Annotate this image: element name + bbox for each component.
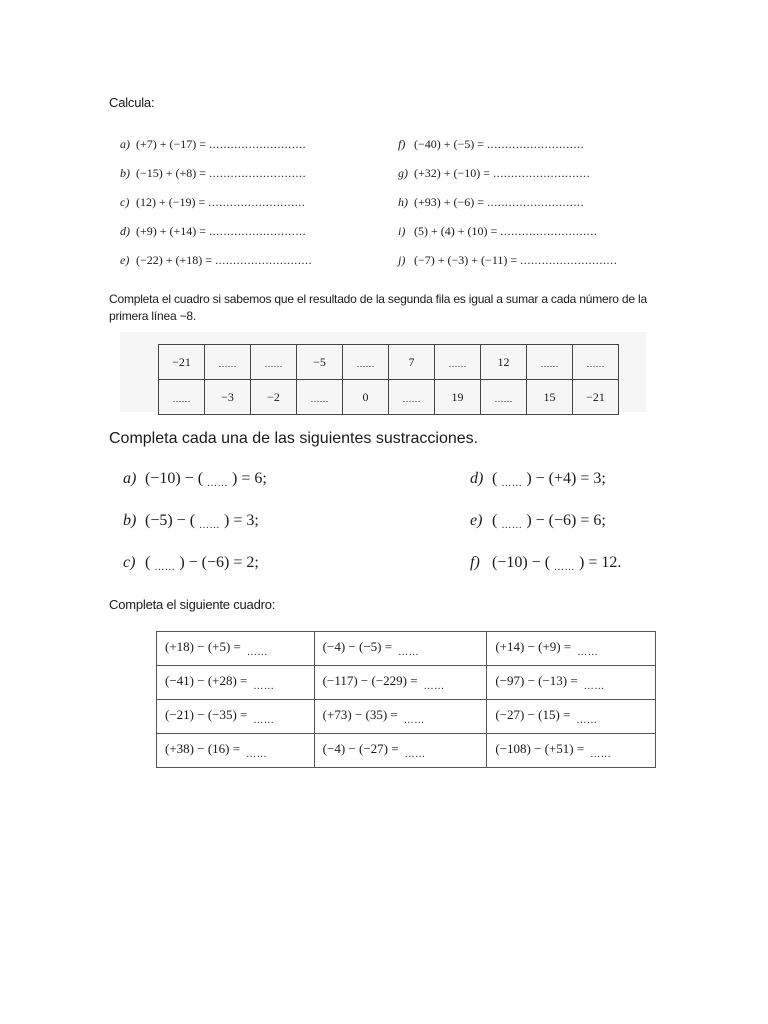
item-expression: (−40) + (−5) = [414,137,488,151]
table-cell: 0 [343,380,389,415]
item-label: d) [470,470,484,487]
answer-blank: …… [576,715,598,726]
item-expression: (+32) + (−10) = [414,166,494,180]
item-label: f) [470,554,480,571]
exercise1-item [120,166,312,195]
answer-dots: ........................... [520,253,618,267]
answer-blank: …… [423,681,445,692]
table-cell: −3 [205,380,251,415]
cell-expression: (−41) − (+28) = [165,673,248,688]
expression-post: ) = 12. [575,554,622,571]
cell-expression: (−97) − (−13) = [495,673,578,688]
table-cell: …… [481,380,527,415]
table-row [157,700,656,734]
answer-dots: ........................... [208,195,306,209]
table-cell [487,666,656,700]
table-cell: …… [435,345,481,380]
table-cell [487,734,656,768]
answer-blank: …… [246,749,268,760]
item-expression: (+7) + (−17) = [136,137,210,151]
cell-expression: (+73) − (35) = [322,707,398,722]
answer-dots: ........................... [215,253,313,267]
table-row [159,345,619,380]
cell-expression: (−27) − (15) = [495,707,571,722]
section2-instruction [109,292,647,323]
item-label: e) [120,253,130,267]
answer-blank: …… [398,647,420,658]
table-cell: …… [343,345,389,380]
table-cell: 15 [527,380,573,415]
expression-pre: (−10) − ( [145,470,208,487]
item-expression: (−7) + (−3) + (−11) = [414,253,521,267]
exercise1-item [120,224,312,253]
answer-dots: ........................... [209,137,307,151]
exercise3-item [470,554,621,596]
exercise1-item [398,195,617,224]
exercise3-item [123,470,267,512]
table-cell: −21 [159,345,205,380]
table-cell: −21 [573,380,619,415]
cell-expression: (+18) − (+5) = [165,639,241,654]
table-cell: …… [527,345,573,380]
instruction-line-2: primera línea −8. [109,309,196,323]
expression-post: ) = 3; [220,512,259,529]
table-cell: …… [205,345,251,380]
answer-dots: ........................... [493,166,591,180]
item-label: c) [123,554,136,571]
table-row [157,632,656,666]
item-expression: (+93) + (−6) = [414,195,488,209]
table-cell: 19 [435,380,481,415]
answer-blank: …… [583,681,605,692]
table-row [157,734,656,768]
table-subtractions [156,631,656,768]
table-cell: 7 [389,345,435,380]
answer-blank: …… [590,749,612,760]
item-label: c) [120,195,130,209]
instruction-line-1: Completa el cuadro si sabemos que el resultado de la segunda fila es igual a sumar a cada número de la [109,292,647,306]
table-cell [157,632,315,666]
table-cell [157,666,315,700]
item-label: b) [123,512,137,529]
cell-expression: (+38) − (16) = [165,741,241,756]
item-label: d) [120,224,130,238]
answer-blank: …… [404,749,426,760]
table-cell: −2 [251,380,297,415]
answer-blank: …… [199,520,221,531]
answer-dots: ........................... [209,166,307,180]
exercise1-item [398,137,617,166]
answer-dots: ........................... [209,224,307,238]
cell-expression: (−21) − (−35) = [165,707,248,722]
exercise1-item [120,137,312,166]
table-cell: …… [251,345,297,380]
item-label: b) [120,166,130,180]
exercise3-item [470,470,621,512]
table-cell [314,632,487,666]
table-cell [157,700,315,734]
cell-expression: (+14) − (+9) = [495,639,572,654]
answer-dots: ........................... [487,137,585,151]
table-cell: …… [159,380,205,415]
answer-blank: …… [577,647,599,658]
exercise3-left-column [123,470,267,596]
cell-expression: (−4) − (−27) = [322,741,399,756]
answer-dots: ........................... [487,195,585,209]
item-expression: (12) + (−19) = [136,195,209,209]
cell-expression: (−117) − (−229) = [322,673,418,688]
table-cell: …… [573,345,619,380]
answer-blank: …… [554,562,576,573]
table-cell: …… [297,380,343,415]
item-label: i) [398,224,406,238]
table-cell [157,734,315,768]
table-row [159,380,619,415]
expression-post: ) − (−6) = 2; [175,554,259,571]
expression-pre: ( [145,554,155,571]
table-cell [314,734,487,768]
answer-blank: …… [403,715,425,726]
exercise1-item [398,253,617,282]
table-add-minus-8 [158,344,619,415]
item-label: g) [398,166,408,180]
expression-pre: ( [492,470,502,487]
answer-blank: …… [253,681,275,692]
table-cell: …… [389,380,435,415]
item-label: f) [398,137,406,151]
expression-pre: ( [492,512,502,529]
expression-pre: (−5) − ( [145,512,200,529]
expression-pre: (−10) − ( [492,554,555,571]
table-cell [314,666,487,700]
exercise3-item [123,512,267,554]
item-expression: (−22) + (+18) = [136,253,216,267]
table-cell [314,700,487,734]
section3-heading: Completa cada una de las siguientes sustracciones. [109,430,479,447]
table-cell: 12 [481,345,527,380]
item-label: e) [470,512,483,529]
exercise1-item [398,166,617,195]
expression-post: ) − (+4) = 3; [522,470,606,487]
answer-blank: …… [501,520,523,531]
exercise1-item [120,253,312,282]
table-cell: −5 [297,345,343,380]
expression-post: ) − (−6) = 6; [522,512,606,529]
item-expression: (−15) + (+8) = [136,166,210,180]
answer-blank: …… [501,478,523,489]
answer-blank: …… [246,647,268,658]
exercise1-item [398,224,617,253]
item-expression: (5) + (4) + (10) = [414,224,501,238]
item-label: j) [398,253,406,267]
item-label: h) [398,195,408,209]
exercise3-item [123,554,267,596]
table-cell [487,632,656,666]
section1-heading: Calcula: [109,95,155,110]
exercise3-right-column [470,470,621,596]
exercise3-item [470,512,621,554]
exercise1-right-column [398,137,617,282]
answer-blank: …… [253,715,275,726]
expression-post: ) = 6; [228,470,267,487]
table-row [157,666,656,700]
answer-blank: …… [154,562,176,573]
answer-dots: ........................... [500,224,598,238]
exercise1-left-column [120,137,312,282]
item-label: a) [123,470,137,487]
cell-expression: (−4) − (−5) = [322,639,393,654]
section4-heading: Completa el siguiente cuadro: [109,597,276,612]
answer-blank: …… [207,478,229,489]
exercise1-item [120,195,312,224]
table-cell [487,700,656,734]
item-label: a) [120,137,130,151]
item-expression: (+9) + (+14) = [136,224,210,238]
cell-expression: (−108) − (+51) = [495,741,585,756]
